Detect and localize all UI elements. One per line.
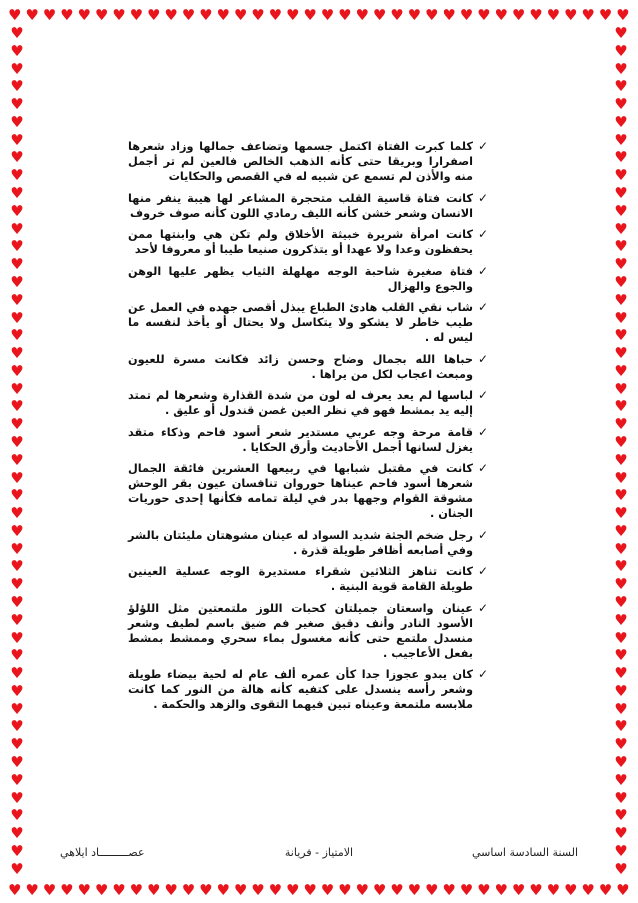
heart-icon: ♥ [614,735,628,754]
heart-icon: ♥ [598,6,613,24]
heart-icon: ♥ [10,361,24,380]
heart-icon: ♥ [546,6,561,24]
heart-icon: ♥ [390,6,404,24]
heart-icon: ♥ [616,881,630,899]
check-icon: ✓ [477,139,488,153]
description-item [128,601,488,661]
description-text: كلما كبرت الفتاة اكتمل جسمها وتضاعف جمالها وزاد شعرها اصفرارا وبريقا حتى كأنه الذهب الخالص فالعين لم تر أجمل منه والأذن لم تسمع عن شبيه له في القصص والحكايات [128,140,473,183]
heart-icon: ♥ [10,646,24,665]
heart-icon: ♥ [303,6,317,24]
heart-icon: ♥ [372,881,387,899]
heart-icon: ♥ [10,308,24,327]
description-text: شاب نقي القلب هادئ الطباع يبذل أقصى جهده في العمل عن طيب خاطر لا يشكو ولا يتكاسل ولا يحتال أو يأخذ لنفسه ما ليس له . [128,301,473,344]
check-icon: ✓ [477,388,488,402]
heart-icon: ♥ [10,41,24,60]
heart-icon: ♥ [616,6,630,24]
heart-icon: ♥ [10,166,24,185]
heart-icon: ♥ [614,272,628,291]
heart-icon: ♥ [614,308,628,327]
heart-icon: ♥ [581,881,595,899]
heart-icon: ♥ [614,841,628,860]
heart-icon: ♥ [614,770,628,789]
heart-icon: ♥ [10,788,24,807]
heart-icon: ♥ [181,6,196,24]
heart-icon: ♥ [10,628,24,647]
heart-icon: ♥ [10,59,24,78]
check-icon: ✓ [477,424,488,439]
heart-icon: ♥ [42,881,57,899]
footer-teacher: عصـــــــــاد ايلاهي [60,846,145,859]
heart-icon: ♥ [199,881,213,899]
heart-icon: ♥ [10,201,24,220]
check-icon: ✓ [477,351,488,366]
heart-icon: ♥ [614,397,628,416]
heart-icon: ♥ [614,788,628,807]
heart-icon: ♥ [25,6,39,24]
heart-icon: ♥ [614,237,628,256]
heart-icon: ♥ [614,806,628,825]
heart-icon: ♥ [181,881,196,899]
heart-icon: ♥ [390,881,404,899]
heart-icon: ♥ [614,681,628,700]
heart-icon: ♥ [10,824,24,843]
heart-icon: ♥ [77,6,91,24]
heart-icon: ♥ [494,6,508,24]
description-text: عينان واسعتان جميلتان كحبات اللوز ملتمعتين مثل اللؤلؤ الأسود النادر وأنف دقيق صغير فم ضيق باسم لطيف وشعر منسدل ملتمع حتى كأنه مغسول بماء سحري وممشط بمشط بفعل الأعاجيب . [128,601,473,660]
heart-icon: ♥ [199,6,213,24]
heart-icon: ♥ [10,468,24,487]
heart-icon: ♥ [10,77,24,96]
heart-icon: ♥ [614,379,628,398]
heart-icon: ♥ [614,166,628,185]
heart-icon: ♥ [614,593,628,611]
footer-school: الامتياز - فريانة [284,846,354,859]
description-text: كان يبدو عجوزا جدا كأن عمره ألف عام له لحية بيضاء طويلة وشعر رأسه ينسدل على كتفيه كأنه هالة من النور كما كانت ملابسه ملتمعة وعيناه تبين فيهما التقوى والزهد والحكمة . [128,668,473,711]
description-text: كانت تناهز الثلاثين شقراء مستديرة الوجه عسلية العينين طويلة القامة قوية البنية . [128,565,473,593]
heart-icon: ♥ [60,881,74,899]
heart-icon: ♥ [614,628,628,647]
heart-icon: ♥ [10,95,24,114]
heart-icon: ♥ [614,184,628,203]
heart-border-left [8,26,26,877]
heart-icon: ♥ [494,881,508,899]
heart-icon: ♥ [10,219,24,238]
description-item [128,352,488,382]
heart-icon: ♥ [614,415,628,434]
heart-icon: ♥ [147,881,161,899]
heart-icon: ♥ [338,6,352,24]
footer-grade: السنة السادسة اساسي [471,846,578,859]
description-item [128,191,488,221]
heart-icon: ♥ [442,881,456,899]
heart-icon: ♥ [8,6,22,24]
heart-icon: ♥ [372,6,387,24]
heart-icon: ♥ [614,24,628,42]
heart-icon: ♥ [10,806,24,825]
check-icon: ✓ [477,190,488,205]
heart-icon: ♥ [442,6,456,24]
heart-icon: ♥ [614,664,628,683]
heart-icon: ♥ [10,859,24,878]
heart-icon: ♥ [614,112,628,131]
heart-icon: ♥ [94,881,109,899]
heart-icon: ♥ [511,881,526,899]
heart-icon: ♥ [10,664,24,683]
heart-icon: ♥ [60,6,74,24]
heart-icon: ♥ [129,881,144,899]
heart-icon: ♥ [614,59,628,78]
description-text: قامة مرحة وجه عربي مستدير شعر أسود فاحم وذكاء متقد يغزل لسانها أجمل الأحاديث وأرق الحكايا . [128,425,473,454]
heart-icon: ♥ [10,504,24,523]
heart-icon: ♥ [10,735,24,754]
check-icon: ✓ [477,667,488,681]
heart-icon: ♥ [10,486,24,505]
heart-icon: ♥ [10,841,24,860]
heart-icon: ♥ [614,824,628,843]
description-text: كانت فتاة قاسية القلب متحجرة المشاعر لها هيبة ينفر منها الانسان وشعر خشن كأنه الليف رمادي اللون كأنه صوف خروف [128,191,473,220]
heart-border-bottom [8,881,630,899]
heart-icon: ♥ [614,344,628,363]
heart-icon: ♥ [425,6,439,24]
heart-icon: ♥ [614,326,628,345]
heart-icon: ♥ [407,6,422,24]
description-item [128,461,488,521]
heart-icon: ♥ [407,881,422,899]
description-item [128,264,488,294]
heart-icon: ♥ [10,112,24,131]
description-text: كانت امرأة شريرة خبيثة الأخلاق ولم تكن هي وابنتها ممن يحفظون وعدا ولا عهدا أو يتذكرون صنيعا طيبا أو معروفا لأحد [128,228,473,256]
heart-icon: ♥ [10,326,24,345]
heart-icon: ♥ [614,521,628,540]
heart-icon: ♥ [25,881,39,899]
heart-icon: ♥ [10,24,24,42]
heart-icon: ♥ [614,201,628,220]
heart-icon: ♥ [216,6,230,24]
heart-icon: ♥ [564,6,578,24]
heart-icon: ♥ [10,699,24,718]
heart-icon: ♥ [251,6,265,24]
heart-icon: ♥ [614,255,628,274]
heart-icon: ♥ [10,344,24,363]
heart-icon: ♥ [614,95,628,114]
heart-icon: ♥ [10,593,24,611]
description-text: فتاة صغيرة شاحبة الوجه مهلهلة الثياب يظهر عليها الوهن والجوع والهزال [128,264,473,293]
heart-icon: ♥ [10,610,24,629]
heart-icon: ♥ [529,6,543,24]
heart-icon: ♥ [10,397,24,416]
heart-icon: ♥ [164,881,178,899]
description-item [128,388,488,418]
heart-border-right [612,26,630,877]
description-item [128,667,488,712]
heart-icon: ♥ [614,130,628,149]
heart-icon: ♥ [112,6,126,24]
heart-icon: ♥ [614,699,628,718]
heart-icon: ♥ [129,6,144,24]
heart-icon: ♥ [459,881,474,899]
heart-icon: ♥ [614,219,628,238]
heart-icon: ♥ [10,753,24,772]
heart-icon: ♥ [10,770,24,789]
heart-icon: ♥ [459,6,474,24]
heart-icon: ♥ [42,6,57,24]
description-item [128,300,488,345]
heart-icon: ♥ [10,432,24,451]
heart-icon: ♥ [320,881,335,899]
heart-icon: ♥ [10,539,24,558]
heart-icon: ♥ [614,41,628,60]
heart-icon: ♥ [164,6,178,24]
heart-icon: ♥ [614,504,628,523]
heart-icon: ♥ [529,881,543,899]
heart-icon: ♥ [614,646,628,665]
heart-icon: ♥ [320,6,335,24]
heart-icon: ♥ [251,881,265,899]
description-text: رجل ضخم الجثة شديد السواد له عينان مشوهتان مليئتان بالشر وفي أصابعه أظافر طويلة قذرة . [128,528,473,557]
description-text: حباها الله بجمال وضاح وحسن زائد فكانت مسرة للعيون ومبعث اعجاب لكل من يراها . [128,352,473,381]
heart-icon: ♥ [10,575,24,594]
check-icon: ✓ [477,461,488,475]
heart-icon: ♥ [147,6,161,24]
description-item [128,528,488,558]
heart-border-top [8,6,630,24]
heart-icon: ♥ [614,290,628,309]
heart-icon: ♥ [286,881,300,899]
heart-icon: ♥ [614,77,628,96]
heart-icon: ♥ [233,6,248,24]
heart-icon: ♥ [614,486,628,505]
check-icon: ✓ [477,600,488,615]
heart-icon: ♥ [614,361,628,380]
heart-icon: ♥ [77,881,91,899]
heart-icon: ♥ [614,575,628,594]
page-footer [0,841,638,862]
heart-icon: ♥ [10,450,24,469]
heart-icon: ♥ [614,432,628,451]
heart-icon: ♥ [614,557,628,576]
heart-icon: ♥ [477,881,491,899]
heart-icon: ♥ [303,881,317,899]
heart-icon: ♥ [355,6,369,24]
heart-icon: ♥ [614,148,628,167]
heart-icon: ♥ [94,6,109,24]
heart-icon: ♥ [10,681,24,700]
heart-icon: ♥ [10,557,24,576]
heart-icon: ♥ [598,881,613,899]
heart-icon: ♥ [10,237,24,256]
heart-icon: ♥ [614,859,628,878]
check-icon: ✓ [477,527,488,542]
heart-icon: ♥ [546,881,561,899]
heart-icon: ♥ [10,255,24,274]
check-icon: ✓ [477,300,488,314]
heart-icon: ♥ [614,468,628,487]
heart-icon: ♥ [511,6,526,24]
heart-icon: ♥ [10,521,24,540]
heart-icon: ♥ [216,881,230,899]
heart-icon: ♥ [564,881,578,899]
heart-icon: ♥ [614,450,628,469]
description-text: لباسها لم يعد يعرف له لون من شدة القذارة وشعرها لم تمتد إليه يد بمشط فهو في نظر العين غصن قندول أو عليق . [128,389,473,417]
description-item [128,139,488,184]
heart-icon: ♥ [268,6,283,24]
heart-icon: ♥ [10,379,24,398]
heart-icon: ♥ [10,148,24,167]
description-list [128,139,488,719]
heart-icon: ♥ [614,610,628,629]
description-item [128,227,488,257]
description-text: كانت في مقتبل شبابها في ربيعها العشرين فائقة الجمال شعرها أسود فاحم عيناها حوروان تنافسان عيون بقر الوحش مشوقة القوام وجهها بدر في ليلة تمامه فكأنها إحدى حوريات الجنان . [128,462,473,520]
description-item [128,564,488,594]
check-icon: ✓ [477,564,488,578]
heart-icon: ♥ [10,717,24,736]
heart-icon: ♥ [8,881,22,899]
heart-icon: ♥ [338,881,352,899]
check-icon: ✓ [477,263,488,278]
heart-icon: ♥ [112,881,126,899]
heart-icon: ♥ [268,881,283,899]
heart-icon: ♥ [477,6,491,24]
heart-icon: ♥ [614,539,628,558]
heart-icon: ♥ [10,272,24,291]
heart-icon: ♥ [10,415,24,434]
heart-icon: ♥ [10,130,24,149]
check-icon: ✓ [477,227,488,241]
heart-icon: ♥ [286,6,300,24]
heart-icon: ♥ [614,753,628,772]
heart-icon: ♥ [233,881,248,899]
heart-icon: ♥ [355,881,369,899]
heart-icon: ♥ [581,6,595,24]
heart-icon: ♥ [614,717,628,736]
description-item [128,425,488,455]
heart-icon: ♥ [10,290,24,309]
heart-icon: ♥ [425,881,439,899]
heart-icon: ♥ [10,184,24,203]
